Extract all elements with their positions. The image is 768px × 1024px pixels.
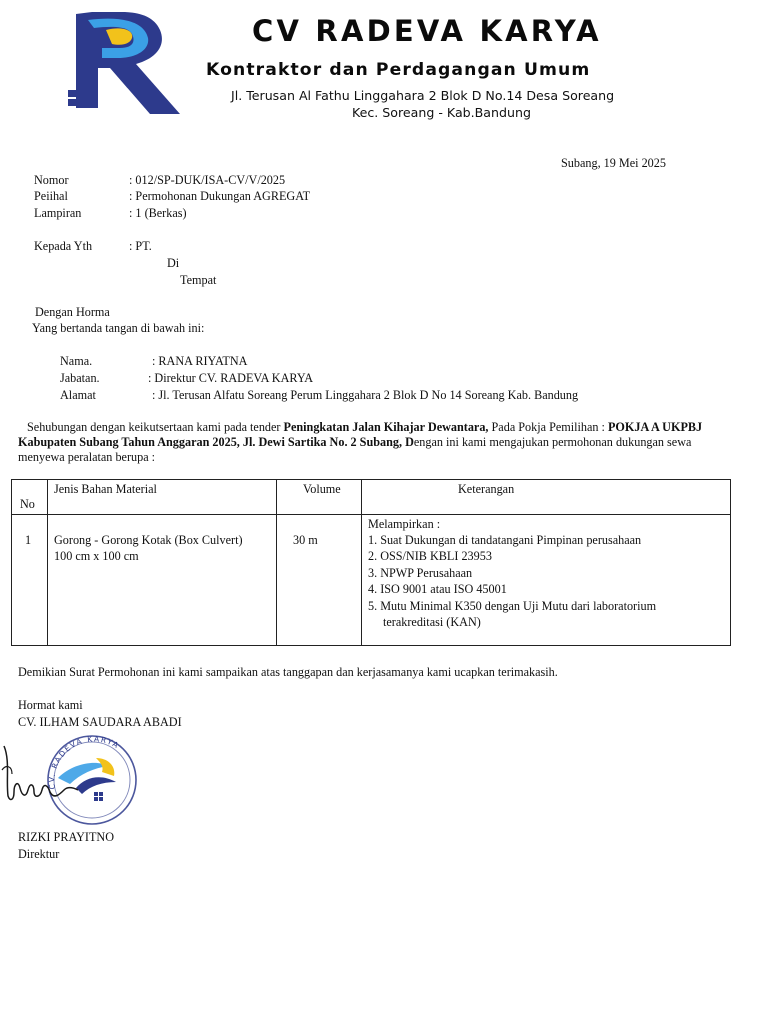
- closing-text: Demikian Surat Permohonan ini kami sampaikan atas tanggapan dan kerjasamanya kami ucapkan terimakasih.: [18, 665, 558, 679]
- stamp-text: CV. RADEVA KARYA: [47, 734, 122, 790]
- jabatan-value: : Direktur CV. RADEVA KARYA: [148, 371, 314, 385]
- nomor-value: : 012/SP-DUK/ISA-CV/V/2025: [129, 173, 286, 187]
- signer-name: RIZKI PRAYITNO: [18, 830, 115, 844]
- lampiran-label: Lampiran: [34, 206, 82, 220]
- header-no: No: [20, 497, 35, 511]
- regards-text: Hormat kami: [18, 698, 83, 712]
- header-jenis: Jenis Bahan Material: [54, 482, 157, 496]
- nama-value: : RANA RIYATNA: [152, 354, 248, 368]
- company-logo: [62, 8, 188, 122]
- greeting: Dengan Horma: [35, 305, 110, 319]
- tempat-text: Tempat: [180, 273, 217, 287]
- kepada-label: Kepada Yth: [34, 239, 93, 253]
- ket-item-continued: terakreditasi (KAN): [383, 615, 481, 629]
- company-address-line2: Kec. Soreang - Kab.Bandung: [352, 105, 531, 120]
- ket-item: 2. OSS/NIB KBLI 23953: [368, 549, 492, 563]
- perihal-label: Peiihal: [34, 189, 68, 203]
- row-jenis-line2: 100 cm x 100 cm: [54, 549, 139, 563]
- alamat-label: Alamat: [60, 388, 96, 402]
- intro-text: Yang bertanda tangan di bawah ini:: [32, 321, 205, 335]
- place-date: Subang, 19 Mei 2025: [561, 156, 666, 170]
- signer-title: Direktur: [18, 847, 60, 861]
- alamat-value: : Jl. Terusan Alfatu Soreang Perum Linggahara 2 Blok D No 14 Soreang Kab. Bandung: [152, 388, 579, 402]
- lampiran-value: : 1 (Berkas): [129, 206, 187, 220]
- material-table: [11, 479, 731, 646]
- row-volume: 30 m: [293, 533, 318, 547]
- paragraph-line1: Sehubungan dengan keikutsertaan kami pada tender Peningkatan Jalan Kihajar Dewantara, Pada Pokja Pemilihan : POKJA A UKPBJ: [27, 420, 703, 434]
- row-jenis-line1: Gorong - Gorong Kotak (Box Culvert): [54, 533, 243, 547]
- paragraph-line3: menyewa peralatan berupa :: [18, 450, 156, 464]
- ket-item: 5. Mutu Minimal K350 dengan Uji Mutu dari laboratorium: [368, 599, 657, 613]
- row-no: 1: [25, 533, 32, 547]
- company-name: CV RADEVA KARYA: [252, 14, 602, 48]
- jabatan-label: Jabatan.: [60, 371, 100, 385]
- kepada-value: : PT.: [129, 239, 152, 253]
- company-tagline: Kontraktor dan Perdagangan Umum: [206, 60, 591, 80]
- ket-title: Melampirkan :: [368, 517, 441, 531]
- di-text: Di: [167, 256, 180, 270]
- handwritten-signature: [0, 740, 80, 810]
- ket-item: 1. Suat Dukungan di tandatangani Pimpinan perusahaan: [368, 533, 642, 547]
- company-address-line1: Jl. Terusan Al Fathu Linggahara 2 Blok D No.14 Desa Soreang: [231, 88, 615, 103]
- paragraph-line2: Kabupaten Subang Tahun Anggaran 2025, Jl. Dewi Sartika No. 2 Subang, Dengan ini kami mengajukan permohonan dukungan sewa: [18, 435, 692, 449]
- nomor-label: Nomor: [34, 173, 69, 187]
- ket-item: 3. NPWP Perusahaan: [368, 566, 473, 580]
- header-volume: Volume: [303, 482, 341, 496]
- perihal-value: : Permohonan Dukungan AGREGAT: [129, 189, 311, 203]
- header-keterangan: Keterangan: [458, 482, 515, 496]
- sign-company: CV. ILHAM SAUDARA ABADI: [18, 715, 182, 729]
- nama-label: Nama.: [60, 354, 93, 368]
- ket-item: 4. ISO 9001 atau ISO 45001: [368, 582, 507, 596]
